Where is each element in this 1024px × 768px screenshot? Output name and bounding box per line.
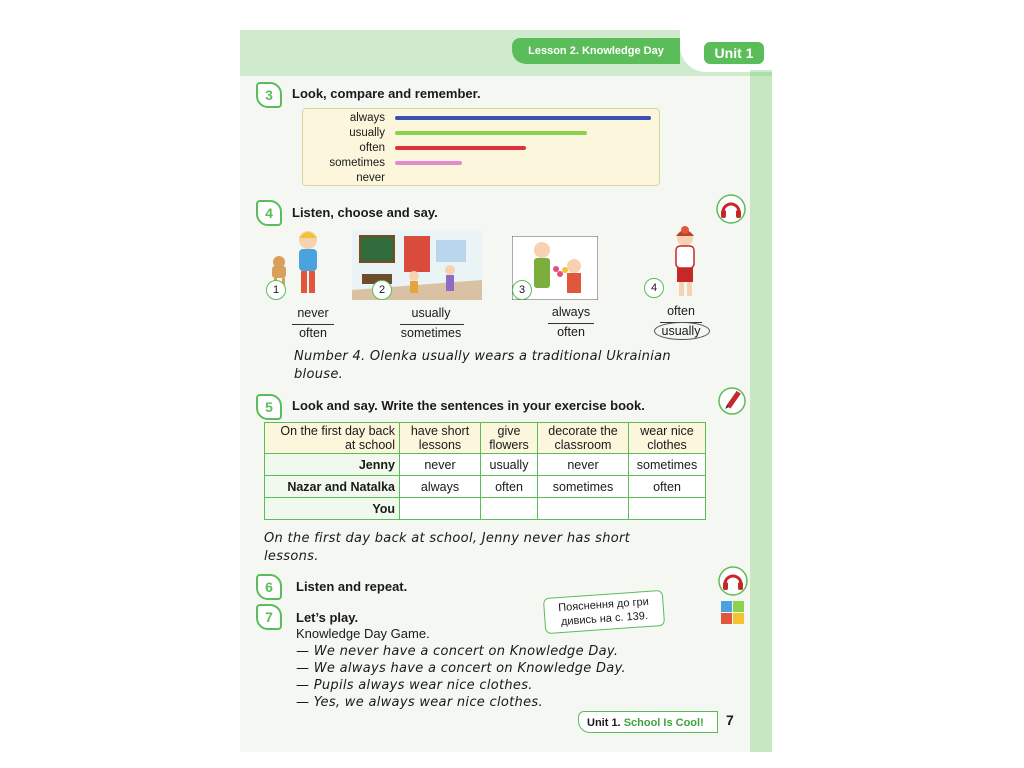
frequency-label: never bbox=[356, 172, 385, 184]
table-cell: often bbox=[629, 476, 706, 498]
option-1-bottom: often bbox=[299, 326, 327, 340]
option-2-top: usually bbox=[411, 306, 451, 320]
table-row bbox=[265, 498, 706, 520]
frequency-table bbox=[264, 422, 706, 520]
pencil-icon[interactable] bbox=[718, 386, 746, 416]
frequency-row bbox=[303, 141, 659, 155]
picture-4-number: 4 bbox=[644, 278, 664, 298]
side-stripe bbox=[750, 70, 772, 752]
table-cell: usually bbox=[481, 454, 538, 476]
frequency-row bbox=[303, 156, 659, 170]
frequency-bar bbox=[395, 131, 587, 135]
table-cell bbox=[629, 498, 706, 520]
picture-4-girl bbox=[660, 226, 710, 300]
option-divider bbox=[292, 324, 334, 325]
table-cell: sometimes bbox=[538, 476, 629, 498]
frequency-bar bbox=[395, 161, 462, 165]
table-row bbox=[265, 476, 706, 498]
frequency-label: always bbox=[349, 112, 385, 124]
picture-3-number: 3 bbox=[512, 280, 532, 300]
table-header-cell: decorate the classroom bbox=[538, 423, 629, 454]
dice-icon bbox=[720, 600, 746, 626]
table-cell: sometimes bbox=[629, 454, 706, 476]
table-row-name: Nazar and Natalka bbox=[265, 476, 400, 498]
table-header-cell: On the first day back at school bbox=[265, 423, 400, 454]
option-1-top: never bbox=[297, 306, 329, 320]
picture-2-number: 2 bbox=[372, 280, 392, 300]
table-cell: never bbox=[400, 454, 481, 476]
table-cell bbox=[400, 498, 481, 520]
game-line: — Yes, we always wear nice clothes. bbox=[296, 695, 543, 710]
exercise-3-number: 3 bbox=[256, 82, 282, 108]
game-line: — We never have a concert on Knowledge Day. bbox=[296, 644, 619, 659]
frequency-row bbox=[303, 171, 659, 185]
table-header-cell: have short lessons bbox=[400, 423, 481, 454]
exercise-5-number: 5 bbox=[256, 394, 282, 420]
textbook-page bbox=[240, 30, 772, 752]
option-divider bbox=[548, 323, 594, 324]
footer-title: School Is Cool! bbox=[623, 717, 704, 729]
picture-1-number: 1 bbox=[266, 280, 286, 300]
exercise-6-number: 6 bbox=[256, 574, 282, 600]
option-4-top: often bbox=[667, 304, 695, 318]
frequency-bar bbox=[395, 146, 526, 150]
headphones-icon[interactable] bbox=[716, 194, 746, 224]
table-header-cell: wear nice clothes bbox=[629, 423, 706, 454]
option-3-bottom: often bbox=[557, 325, 585, 339]
table-cell bbox=[481, 498, 538, 520]
frequency-label: usually bbox=[349, 127, 385, 139]
exercise-7-title: Let’s play. bbox=[296, 610, 359, 625]
frequency-label: sometimes bbox=[329, 157, 385, 169]
table-row-name: Jenny bbox=[265, 454, 400, 476]
table-cell: often bbox=[481, 476, 538, 498]
exercise-6-title: Listen and repeat. bbox=[296, 579, 408, 594]
table-header-cell: give flowers bbox=[481, 423, 538, 454]
table-cell bbox=[538, 498, 629, 520]
footer-unit: Unit 1. bbox=[587, 717, 621, 729]
frequency-row bbox=[303, 111, 659, 125]
frequency-label: often bbox=[359, 142, 385, 154]
game-line: — We always have a concert on Knowledge Day. bbox=[296, 661, 626, 676]
option-divider bbox=[400, 324, 464, 325]
table-row bbox=[265, 454, 706, 476]
table-cell: never bbox=[538, 454, 629, 476]
footer-unit-title bbox=[578, 711, 718, 733]
page-number: 7 bbox=[726, 712, 734, 728]
exercise-3-title: Look, compare and remember. bbox=[292, 86, 481, 101]
option-2-bottom: sometimes bbox=[400, 326, 462, 340]
exercise-7-subtitle: Knowledge Day Game. bbox=[296, 626, 430, 641]
option-3-top: always bbox=[551, 305, 591, 319]
unit-label: Unit 1 bbox=[704, 42, 764, 64]
frequency-scale bbox=[302, 108, 660, 186]
exercise-5-title: Look and say. Write the sentences in your exercise book. bbox=[292, 398, 645, 413]
exercise-4-title: Listen, choose and say. bbox=[292, 205, 438, 220]
exercise-7-number: 7 bbox=[256, 604, 282, 630]
exercise-4-number: 4 bbox=[256, 200, 282, 226]
answer-circle bbox=[654, 322, 710, 340]
exercise-4-example: Number 4. Olenka usually wears a traditional Ukrainian blouse. bbox=[294, 349, 671, 382]
headphones-icon[interactable] bbox=[718, 566, 748, 596]
frequency-bar bbox=[395, 116, 651, 120]
game-note: Пояснення до гри дивись на с. 139. bbox=[543, 590, 665, 634]
exercise-5-example: On the first day back at school, Jenny never has short lessons. bbox=[264, 531, 631, 564]
table-cell: always bbox=[400, 476, 481, 498]
lesson-title: Lesson 2. Knowledge Day bbox=[512, 38, 680, 64]
frequency-row bbox=[303, 126, 659, 140]
game-line: — Pupils always wear nice clothes. bbox=[296, 678, 533, 693]
option-4-bottom: usually bbox=[661, 324, 701, 338]
table-row-name: You bbox=[265, 498, 400, 520]
